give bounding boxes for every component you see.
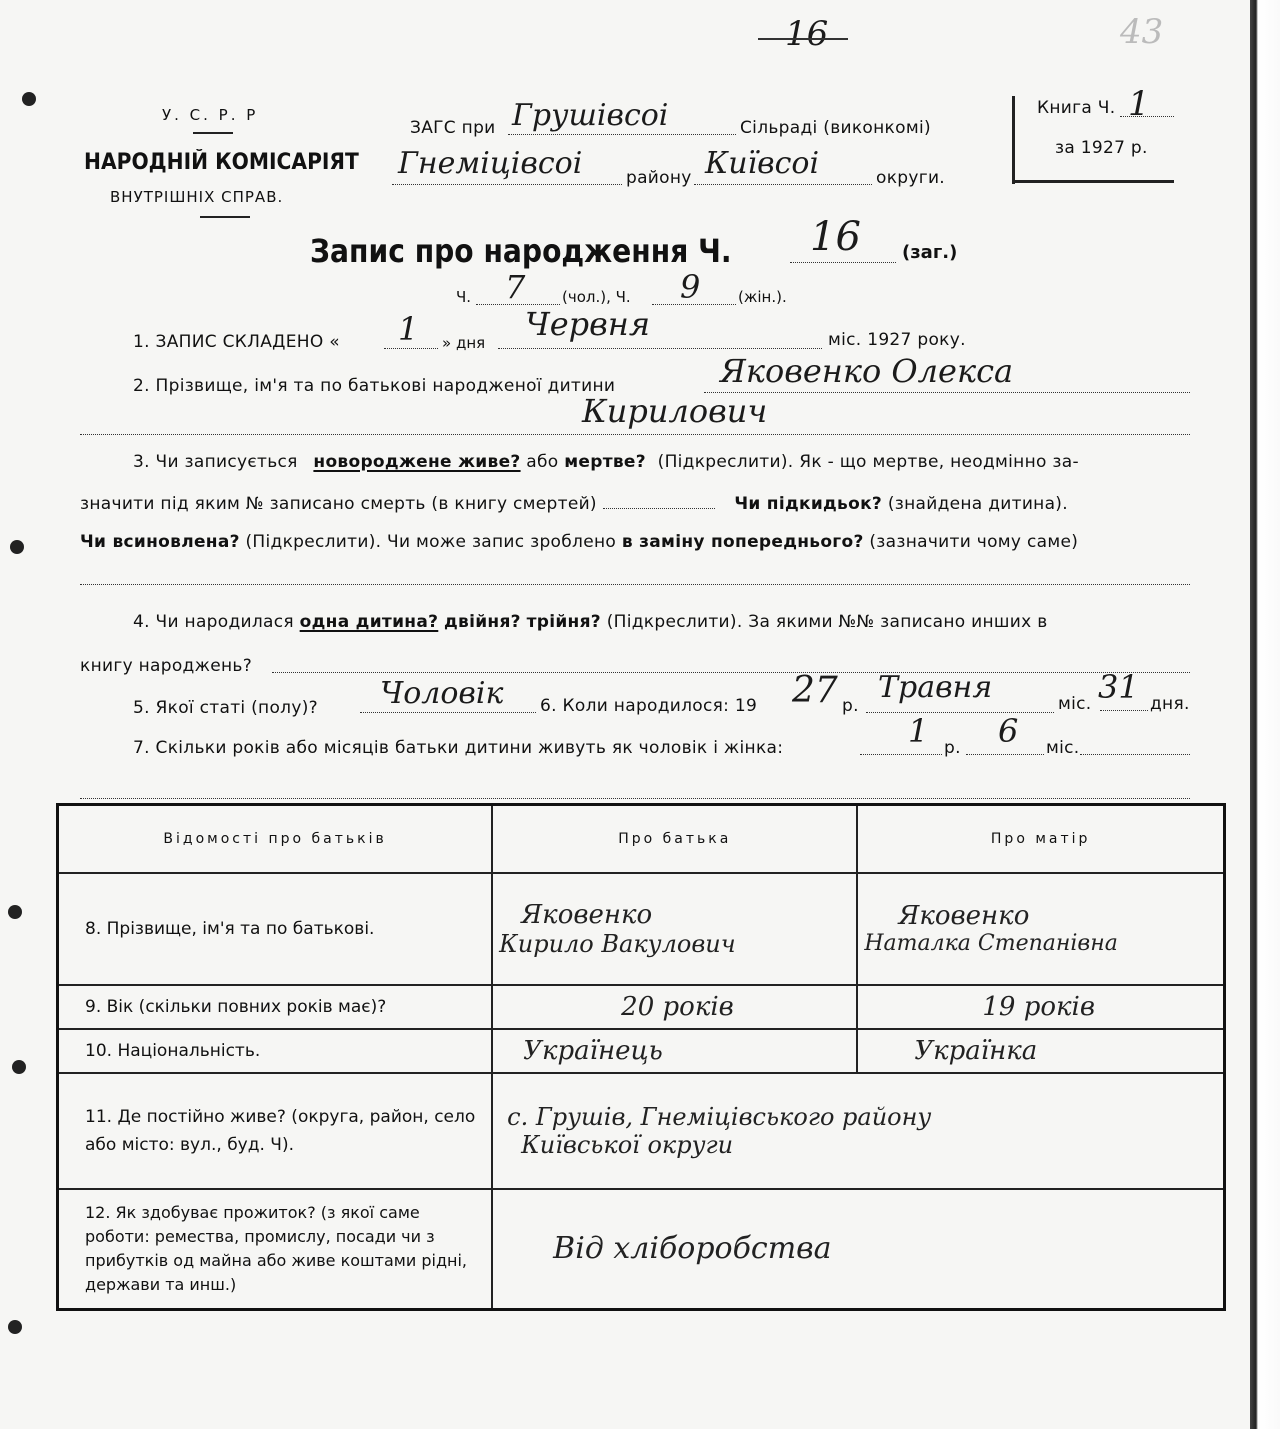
dotted-line xyxy=(790,262,896,263)
item4-line2: книгу народжень? xyxy=(80,656,253,676)
male-label: (чол.), Ч. xyxy=(562,288,631,306)
birth-label: 6. Коли народилося: 19 xyxy=(540,696,758,716)
record-number: 16 xyxy=(810,214,861,260)
male-count-prefix: Ч. xyxy=(456,288,472,306)
divider xyxy=(193,132,233,134)
record-day: 1 xyxy=(398,310,419,348)
zags-district: Гнеміцівсоі xyxy=(398,146,583,181)
occupation: Від хліборобства xyxy=(553,1231,832,1267)
birth-day: 31 xyxy=(1098,668,1139,706)
birth-dnya: дня. xyxy=(1150,694,1190,714)
zags-council: Сільраді (виконкомі) xyxy=(740,118,931,138)
item3-line2 xyxy=(80,494,1068,514)
option-single: одна дитина? xyxy=(299,612,439,632)
book-number: 1 xyxy=(1128,84,1150,124)
zags-prefix: ЗАГС при xyxy=(410,118,496,138)
birth-r: р. xyxy=(842,696,859,716)
commissariat-title: НАРОДНІЙ КОМІСАРІЯТ xyxy=(84,150,359,175)
item3-text: (знайдена дитина). xyxy=(887,494,1068,514)
marriage-months: 6 xyxy=(998,712,1019,750)
female-label: (жін.). xyxy=(738,288,787,306)
department-label: ВНУТРІШНІХ СПРАВ. xyxy=(110,188,284,206)
dotted-line xyxy=(704,392,1190,393)
item3-text: 3. Чи записується xyxy=(133,452,298,472)
option-replacement: в заміну попереднього? xyxy=(621,532,864,552)
record-month: Червня xyxy=(525,305,651,343)
table-row xyxy=(58,1189,1225,1310)
binding-hole xyxy=(8,1320,22,1334)
father-age: 20 років xyxy=(492,985,857,1029)
corner-mark: 43 xyxy=(1120,12,1164,52)
dotted-line xyxy=(694,184,872,185)
header-father: Про батька xyxy=(492,805,857,873)
residence-cell xyxy=(492,1073,1224,1189)
parents-table xyxy=(56,803,1226,1311)
dotted-line xyxy=(1080,754,1190,755)
birth-mis: міс. xyxy=(1058,694,1092,714)
table-row xyxy=(58,1073,1225,1189)
dotted-line xyxy=(80,434,1190,435)
page-mark-stroke xyxy=(758,38,848,40)
mother-name-cell xyxy=(857,873,1224,985)
book-box-left xyxy=(1012,96,1015,184)
table-row xyxy=(58,1029,1225,1073)
book-box-bottom xyxy=(1012,180,1174,183)
birth-month: Травня xyxy=(878,670,993,705)
table-row xyxy=(58,873,1225,985)
dotted-line xyxy=(80,584,1190,585)
option-adopted: Чи всиновлена? xyxy=(80,532,240,552)
zags-village: Грушівсоі xyxy=(512,98,669,133)
row-label: 11. Де постійно живе? (округа, район, село або місто: вул., буд. Ч). xyxy=(58,1073,493,1189)
occupation-cell xyxy=(492,1189,1224,1310)
dotted-line xyxy=(652,304,736,305)
mother-given: Наталка Степанівна xyxy=(864,931,1118,956)
page-mark: 16 xyxy=(785,14,829,54)
residence-line2: Київської округи xyxy=(521,1130,734,1159)
item1-mid: » дня xyxy=(442,334,486,352)
page-edge xyxy=(1250,0,1280,1429)
item4-line1 xyxy=(133,612,1048,632)
binding-hole xyxy=(12,1060,26,1074)
book-year: за 1927 р. xyxy=(1055,138,1148,158)
birth-year: 27 xyxy=(792,670,838,711)
residence-line1: с. Грушів, Гнеміцівського району xyxy=(507,1102,932,1131)
dotted-line xyxy=(392,184,622,185)
divider xyxy=(200,216,250,218)
mother-nationality: Українка xyxy=(857,1029,1224,1073)
row-label: 8. Прізвище, ім'я та по батькові. xyxy=(58,873,493,985)
republic-label: У. С. Р. Р xyxy=(162,106,259,124)
male-count: 7 xyxy=(505,268,526,306)
binding-hole xyxy=(10,540,24,554)
row-label: 9. Вік (скільки повних років має)? xyxy=(58,985,493,1029)
item2-label: 2. Прізвище, ім'я та по батькові народженої дитини xyxy=(133,376,616,396)
dotted-line xyxy=(1100,710,1148,711)
dotted-line xyxy=(603,508,715,509)
zags-okruha: Київсоі xyxy=(705,146,820,181)
child-sex: Чоловік xyxy=(380,676,504,711)
marriage-mis: міс. xyxy=(1046,738,1080,758)
option-dead: мертве? xyxy=(564,452,646,472)
father-name-cell xyxy=(492,873,857,985)
okruha-label: округи. xyxy=(876,168,946,188)
marriage-years: 1 xyxy=(908,712,929,750)
item7-label: 7. Скільки років або місяців батьки дитини живуть як чоловік і жінка: xyxy=(133,738,784,758)
female-count: 9 xyxy=(680,268,701,306)
mother-age: 19 років xyxy=(857,985,1224,1029)
table-header-row xyxy=(58,805,1225,873)
dotted-line xyxy=(966,754,1044,755)
dotted-line xyxy=(508,134,736,135)
option-triplets: трійня? xyxy=(526,612,601,632)
item3-text: або xyxy=(526,452,559,472)
item3-line3 xyxy=(80,532,1078,552)
row-label: 10. Національність. xyxy=(58,1029,493,1073)
option-alive: новороджене живе? xyxy=(313,452,521,472)
item4-text: (Підкреслити). За якими №№ записано инших в xyxy=(606,612,1048,632)
father-surname: Яковенко xyxy=(521,899,653,930)
child-patronymic: Кирилович xyxy=(582,392,768,430)
header-mother: Про матір xyxy=(857,805,1224,873)
child-name: Яковенко Олекса xyxy=(720,352,1014,390)
record-suffix: (заг.) xyxy=(902,242,958,263)
dotted-line xyxy=(80,798,1190,799)
item3-text: (Підкреслити). Чи може запис зроблено xyxy=(245,532,617,552)
dotted-line xyxy=(384,348,438,349)
item5-label: 5. Якої статі (полу)? xyxy=(133,698,318,718)
record-title: Запис про народження Ч. xyxy=(310,232,732,270)
dotted-line xyxy=(360,712,536,713)
dotted-line xyxy=(1120,116,1174,117)
district-label: району xyxy=(626,168,692,188)
item4-text: 4. Чи народилася xyxy=(133,612,294,632)
table-row xyxy=(58,985,1225,1029)
dotted-line xyxy=(272,672,1190,673)
item3-text: (Підкреслити). Як - що мертве, неодмінно за- xyxy=(657,452,1079,472)
header-info: Відомості про батьків xyxy=(58,805,493,873)
marriage-r: р. xyxy=(944,738,961,758)
item3-line1 xyxy=(133,452,1079,472)
father-nationality: Українець xyxy=(492,1029,857,1073)
item1-tail: міс. 1927 року. xyxy=(828,330,966,350)
row-label: 12. Як здобуває прожиток? (з якої саме роботи: ремества, промислу, посади чи з прибутків од майна або живе коштами рідні, держави та инш.) xyxy=(58,1189,493,1310)
dotted-line xyxy=(498,348,822,349)
option-foundling: Чи підкидьок? xyxy=(734,494,883,514)
binding-hole xyxy=(8,905,22,919)
father-given: Кирило Вакулович xyxy=(499,929,736,958)
option-twins: двійня? xyxy=(444,612,521,632)
dotted-line xyxy=(866,712,1054,713)
mother-surname: Яковенко xyxy=(898,901,1030,931)
item3-text: (зазначити чому саме) xyxy=(869,532,1079,552)
item3-text: значити під яким № записано смерть (в книгу смертей) xyxy=(80,494,597,514)
item1-label: 1. ЗАПИС СКЛАДЕНО « xyxy=(133,332,340,352)
book-label: Книга Ч. xyxy=(1037,98,1116,118)
dotted-line xyxy=(860,754,942,755)
binding-hole xyxy=(22,92,36,106)
